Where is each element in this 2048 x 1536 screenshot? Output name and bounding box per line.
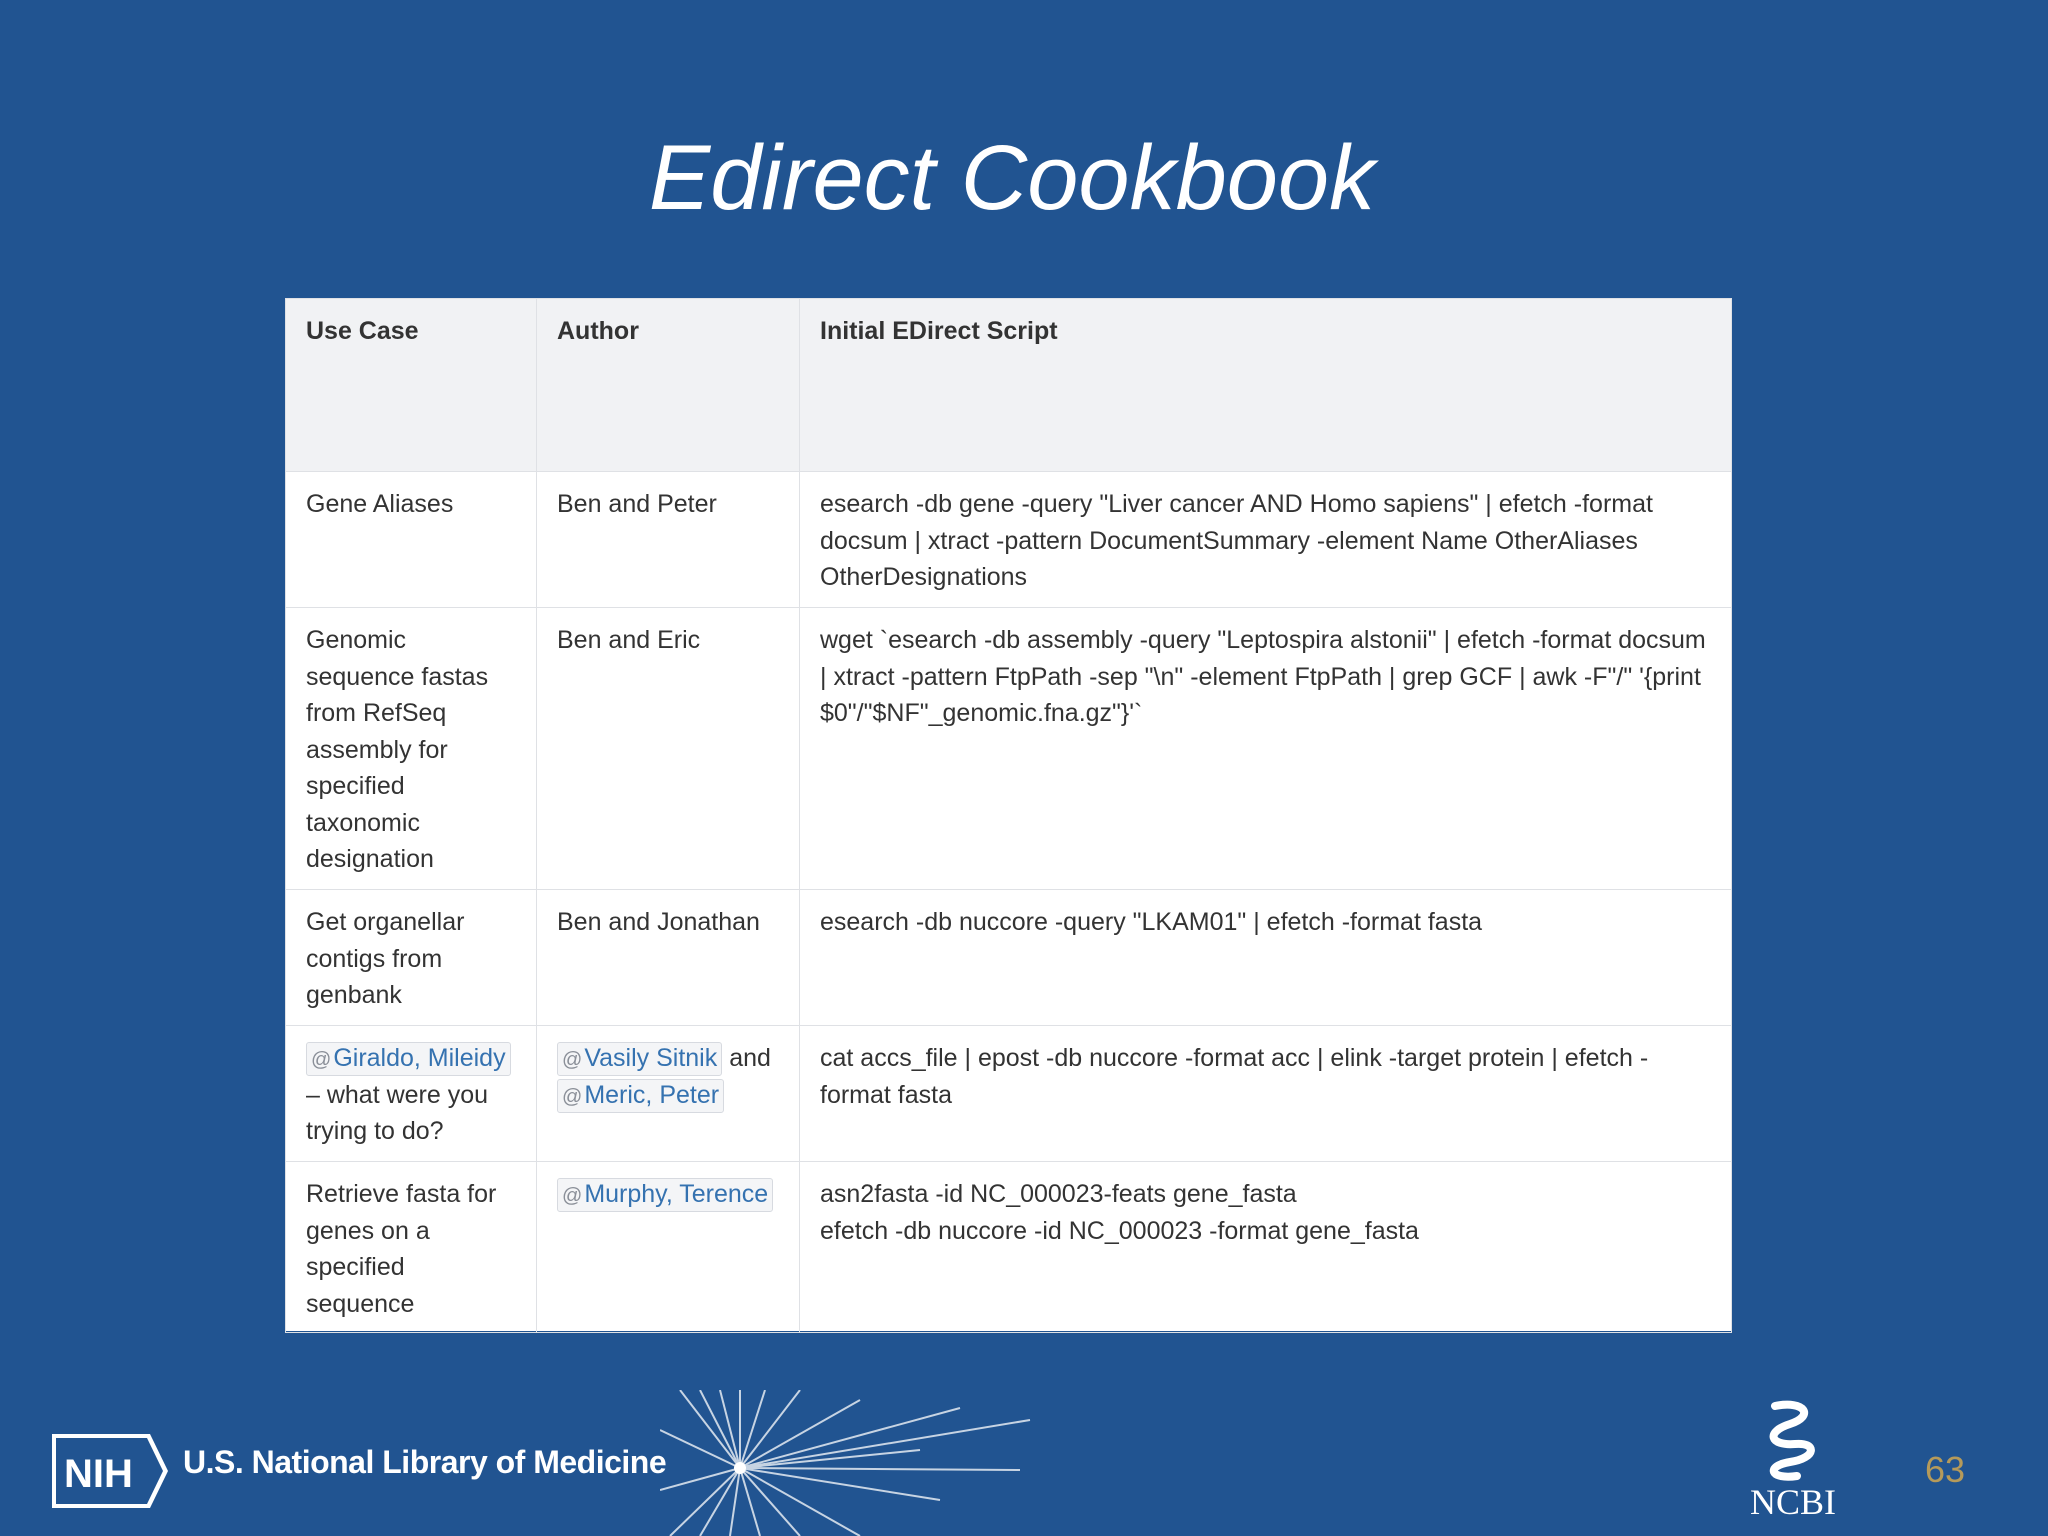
at-icon: @	[562, 1085, 583, 1108]
author-cell: Ben and Eric	[537, 608, 800, 890]
table-header-row	[286, 299, 1732, 472]
script-cell: cat accs_file | epost -db nuccore -format acc | elink -target protein | efetch -format fasta	[800, 1026, 1732, 1162]
script-cell: esearch -db gene -query "Liver cancer AND Homo sapiens" | efetch -format docsum | xtract -pattern DocumentSummary -element Name OtherAliases OtherDesignations	[800, 472, 1732, 608]
user-mention-link[interactable]	[557, 1178, 773, 1212]
header-author: Author	[537, 299, 800, 472]
use-case-cell: Retrieve fasta for genes on a specified sequence	[286, 1162, 537, 1333]
use-case-text: – what were you trying to do?	[306, 1080, 489, 1145]
mention-name: Giraldo, Mileidy	[333, 1044, 506, 1072]
use-case-cell	[286, 1026, 537, 1162]
script-line: asn2fasta -id NC_000023-feats gene_fasta	[820, 1180, 1297, 1208]
mention-name: Murphy, Terence	[584, 1180, 769, 1208]
nih-logo-icon	[50, 1430, 170, 1512]
script-cell: esearch -db nuccore -query "LKAM01" | efetch -format fasta	[800, 890, 1732, 1026]
table-row	[286, 472, 1732, 608]
slide-title: Edirect Cookbook	[648, 127, 1376, 229]
nih-label: NIH	[64, 1452, 133, 1496]
use-case-cell: Get organellar contigs from genbank	[286, 890, 537, 1026]
user-mention-link[interactable]	[557, 1042, 722, 1076]
author-cell	[537, 1026, 800, 1162]
user-mention-link[interactable]	[557, 1079, 724, 1113]
user-mention-link[interactable]	[306, 1042, 511, 1076]
table-row	[286, 1162, 1732, 1333]
author-cell: Ben and Peter	[537, 472, 800, 608]
at-icon: @	[562, 1049, 583, 1071]
table-row	[286, 890, 1732, 1026]
use-case-cell: Genomic sequence fastas from RefSeq assembly for specified taxonomic designation	[286, 608, 537, 890]
starburst-graphic	[660, 1390, 1040, 1536]
author-joiner: and	[729, 1044, 771, 1072]
slide-footer	[0, 1390, 2048, 1536]
at-icon: @	[311, 1049, 332, 1071]
mention-name: Vasily Sitnik	[584, 1044, 718, 1072]
script-cell: wget `esearch -db assembly -query "Leptospira alstonii" | efetch -format docsum | xtract -pattern FtpPath -sep "\n" -element FtpPath | grep GCF | awk -F"/" '{print $0"/"$NF"_genomic.fna.gz"}'`	[800, 608, 1732, 890]
script-cell	[800, 1162, 1732, 1333]
cookbook-table-container	[285, 298, 1731, 1331]
table-row	[286, 1026, 1732, 1162]
header-script: Initial EDirect Script	[800, 299, 1732, 472]
author-cell: Ben and Jonathan	[537, 890, 800, 1026]
ncbi-label: NCBI	[1749, 1482, 1836, 1522]
author-cell	[537, 1162, 800, 1333]
cookbook-table	[285, 298, 1732, 1333]
nlm-label: U.S. National Library of Medicine	[183, 1444, 667, 1480]
use-case-cell: Gene Aliases	[286, 472, 537, 608]
header-use-case: Use Case	[286, 299, 537, 472]
script-line: efetch -db nuccore -id NC_000023 -format gene_fasta	[820, 1216, 1419, 1245]
mention-name: Meric, Peter	[584, 1080, 720, 1109]
table-row	[286, 608, 1732, 890]
page-number: 63	[1925, 1449, 1966, 1490]
at-icon: @	[562, 1185, 583, 1207]
